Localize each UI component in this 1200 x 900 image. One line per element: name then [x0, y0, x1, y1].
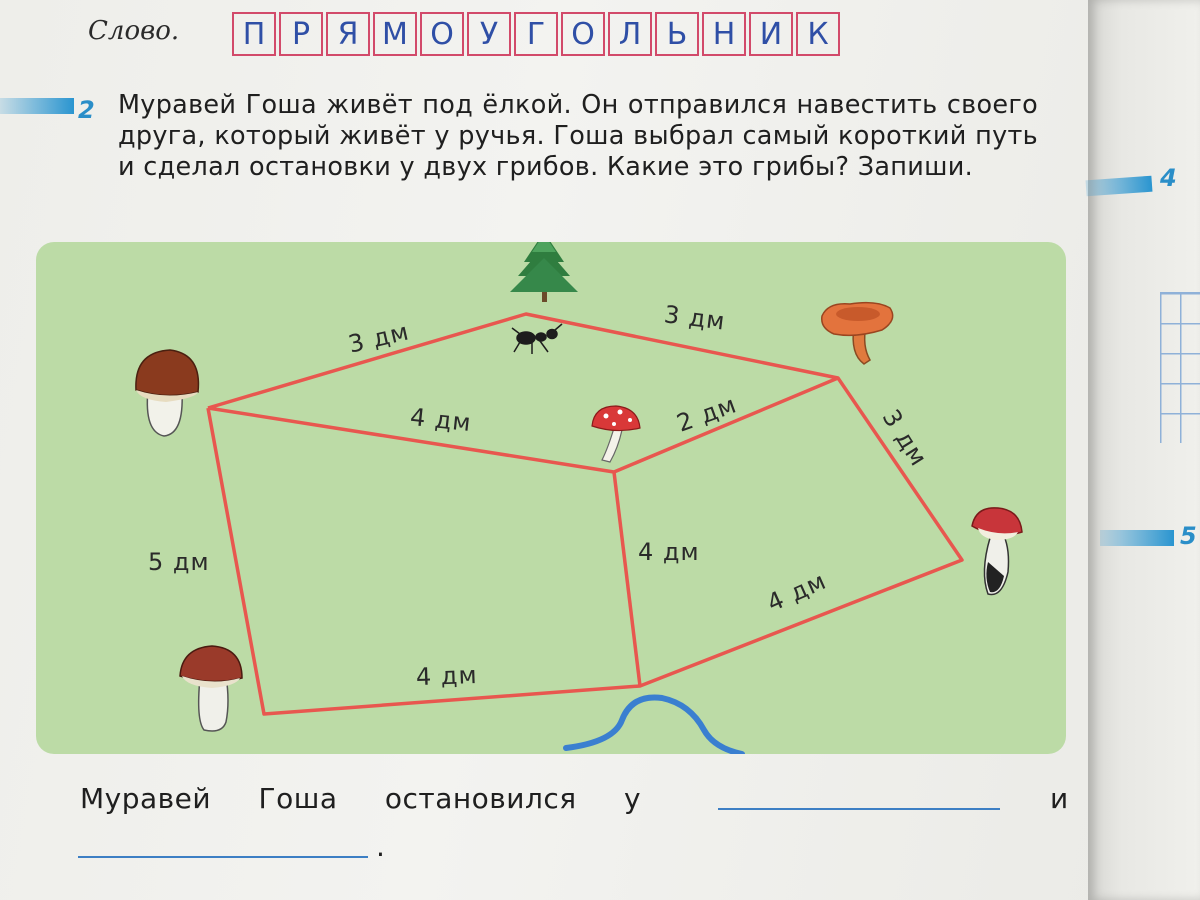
word-letter-cells [232, 12, 840, 56]
letter-cell: К [796, 12, 840, 56]
letter-cell: П [232, 12, 276, 56]
distance-label: 4 дм [762, 566, 831, 618]
letter-cell: Г [514, 12, 558, 56]
letter-cell: Л [608, 12, 652, 56]
distance-label: 3 дм [876, 404, 934, 472]
next-page-grid [1160, 292, 1200, 443]
boletus-mushroom-icon [136, 350, 199, 436]
letter-cell: О [420, 12, 464, 56]
side-number-top: 4 [1160, 164, 1177, 192]
answer-and: и [1050, 782, 1069, 815]
chanterelle-mushroom-icon [822, 303, 893, 364]
letter-cell: У [467, 12, 511, 56]
answer-blank-1[interactable] [718, 808, 1000, 810]
letter-cell: Н [702, 12, 746, 56]
distance-label: 2 дм [673, 390, 741, 438]
answer-blank-2[interactable] [78, 856, 368, 858]
letter-cell: Я [326, 12, 370, 56]
answer-period: . [376, 830, 386, 863]
birch-bolete-mushroom-icon [972, 508, 1022, 595]
distance-label: 3 дм [662, 300, 728, 336]
task-number: 2 [78, 96, 95, 124]
fly-agaric-mushroom-icon [592, 406, 640, 462]
answer-text: Муравей Гоша остановился у [80, 782, 642, 815]
distance-label: 4 дм [415, 660, 479, 692]
side-stripe-bottom [1100, 530, 1174, 546]
next-page-edge [1088, 0, 1200, 900]
distance-label: 3 дм [345, 317, 412, 359]
distance-label: 4 дм [638, 538, 700, 566]
letter-cell: И [749, 12, 793, 56]
distance-label: 4 дм [408, 402, 473, 438]
task-stripe [0, 98, 74, 114]
ant-icon [512, 324, 562, 354]
stream-icon [566, 697, 742, 754]
path-lines [208, 314, 962, 714]
letter-cell: О [561, 12, 605, 56]
letter-cell: Ь [655, 12, 699, 56]
side-number-bottom: 5 [1180, 522, 1197, 550]
word-label: Слово. [88, 16, 180, 46]
task-text: Муравей Гоша живёт под ёлкой. Он отправился навестить своего друга, который живёт у ручья. Гоша выбрал самый короткий путь и сделал остановки у двух грибов. Какие это грибы? Запиши. [118, 90, 1038, 182]
forest-map [36, 242, 1066, 754]
map-drawing [36, 242, 1066, 754]
fir-tree-icon [510, 242, 578, 302]
answer-sentence [80, 782, 641, 815]
distance-label: 5 дм [148, 548, 210, 576]
white-mushroom-icon [180, 646, 242, 731]
letter-cell: М [373, 12, 417, 56]
letter-cell: Р [279, 12, 323, 56]
